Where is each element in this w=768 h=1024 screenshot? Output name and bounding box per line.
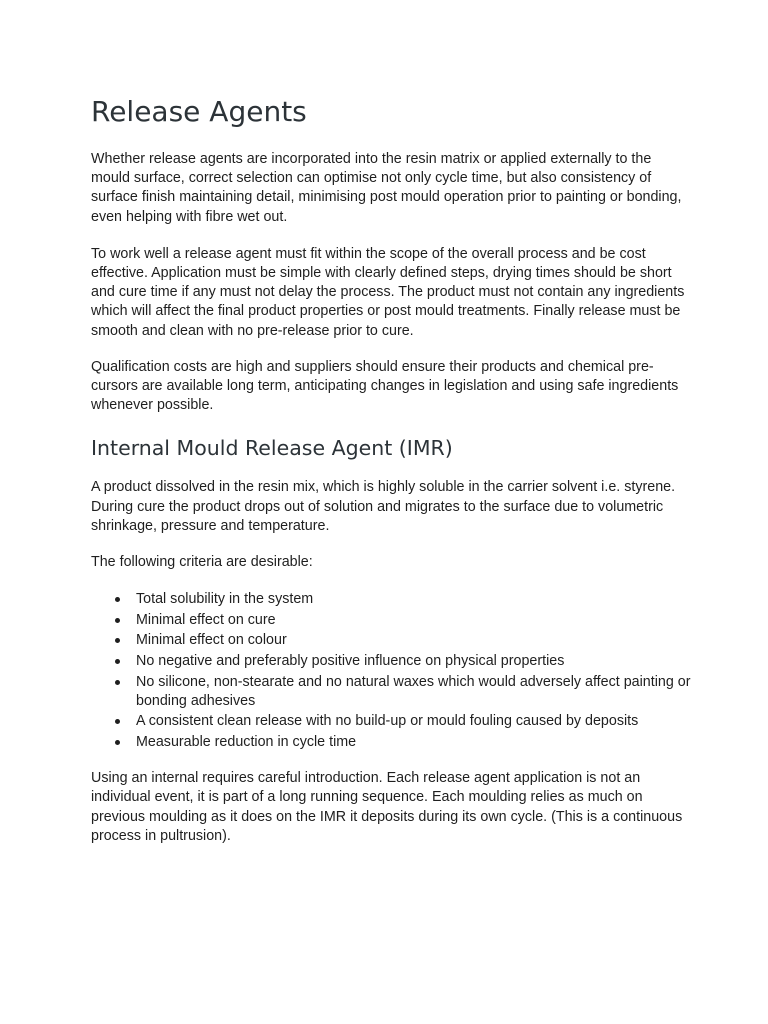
list-item: No negative and preferably positive influence on physical properties [136, 652, 691, 671]
paragraph-requirements: To work well a release agent must fit within the scope of the overall process and be cost effective. Application must be simple with clearly defined steps, drying times should be short and cure time if any must not delay the process. The product must not contain any ingredients which will affect the final product properties or post mould treatments. Finally release must be smooth and clean with no pre-release prior to cure. [91, 245, 685, 339]
paragraph-criteria-intro: The following criteria are desirable: [91, 554, 313, 571]
list-item: Minimal effect on cure [136, 611, 691, 630]
list-item: No silicone, non-stearate and no natural waxes which would adversely affect painting or bonding adhesives [136, 673, 691, 711]
paragraph-closing: Using an internal requires careful introduction. Each release agent application is not an individual event, it is part of a long running sequence. Each moulding relies as much on previous moulding as it does on the IMR it deposits during its own cycle. (This is a continuous process in pultrusion). [91, 770, 683, 844]
page-title: Release Agents [91, 95, 307, 128]
list-item: Total solubility in the system [136, 590, 691, 609]
paragraph-qualification: Qualification costs are high and suppliers should ensure their products and chemical pre-cursors are available long term, anticipating changes in legislation and using safe ingredients whenever possible. [91, 358, 679, 414]
section-heading-imr: Internal Mould Release Agent (IMR) [91, 436, 453, 461]
criteria-list [91, 590, 691, 752]
list-item: Minimal effect on colour [136, 631, 691, 650]
paragraph-imr-description: A product dissolved in the resin mix, which is highly soluble in the carrier solvent i.e. styrene. During cure the product drops out of solution and migrates to the surface due to volumetric shrinkage, pressure and temperature. [91, 479, 676, 534]
document-page [91, 92, 691, 863]
paragraph-intro: Whether release agents are incorporated into the resin matrix or applied externally to the mould surface, correct selection can optimise not only cycle time, but also consistency of surface finish maintaining detail, minimising post mould operation prior to painting or bonding, even helping with fibre wet out. [91, 151, 682, 225]
list-item: Measurable reduction in cycle time [136, 733, 691, 752]
list-item: A consistent clean release with no build-up or mould fouling caused by deposits [136, 712, 691, 731]
